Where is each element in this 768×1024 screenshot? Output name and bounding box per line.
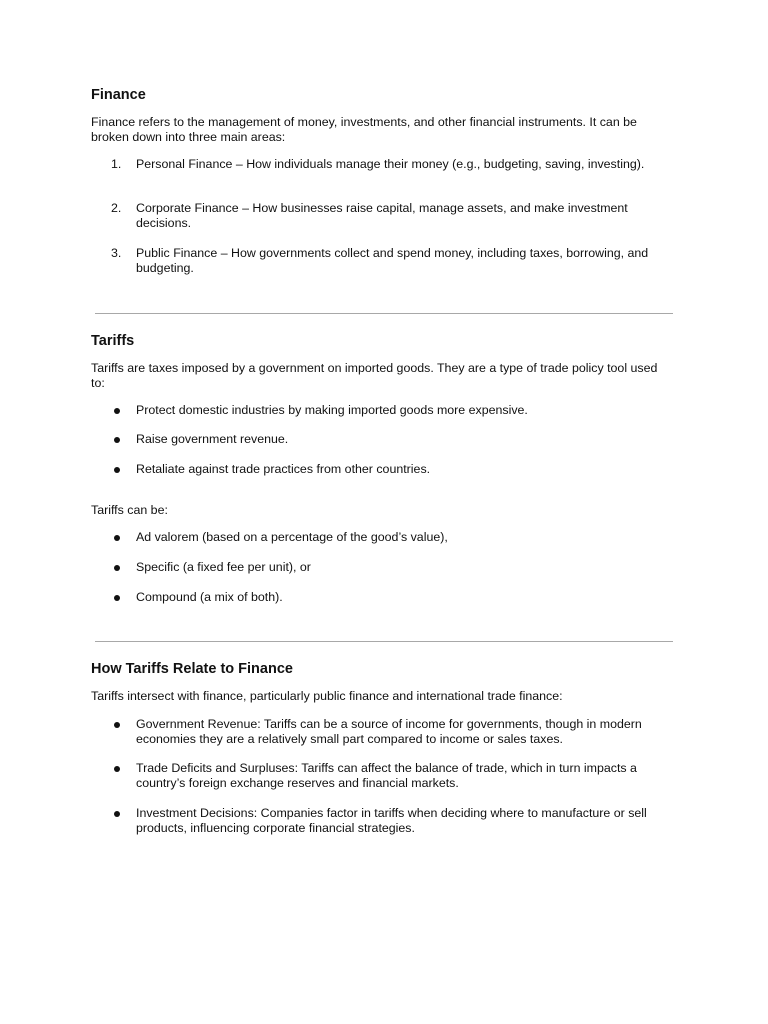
tariffs-use-text: Protect domestic industries by making imported goods more expensive. [136,403,528,417]
tariffs-intro: Tariffs are taxes imposed by a government on imported goods. They are a type of trade policy tool used to: [91,361,658,390]
tariffs-use-item [91,462,671,477]
tariffs-types-intro: Tariffs can be: [91,503,168,517]
list-number: 3. [111,246,122,260]
bullet-icon [114,467,120,473]
relation-item-text: Government Revenue: Tariffs can be a source of income for governments, though in modern economies they are a relatively small part compared to income or sales taxes. [136,717,642,746]
relation-item-text: Investment Decisions: Companies factor in tariffs when deciding where to manufacture or sell products, influencing corporate financial strategies. [136,806,647,835]
tariffs-use-text: Retaliate against trade practices from other countries. [136,462,431,476]
tariffs-type-item [91,590,671,605]
finance-intro: Finance refers to the management of money, investments, and other financial instruments. It can be broken down into three main areas: [91,115,637,144]
section-divider [95,641,673,642]
list-number: 2. [111,201,122,215]
tariffs-heading: Tariffs [91,333,135,349]
tariffs-type-text: Compound (a mix of both). [136,590,283,604]
finance-item-text: Public Finance – How governments collect and spend money, including taxes, borrowing, and budgeting. [136,246,649,275]
relation-list-item [91,717,671,747]
list-number: 1. [111,157,122,171]
bullet-icon [114,565,120,571]
finance-list-item [91,157,671,172]
relation-intro: Tariffs intersect with finance, particularly public finance and international trade finance: [91,689,563,703]
finance-item-text: Corporate Finance – How businesses raise capital, manage assets, and make investment decisions. [136,201,628,230]
tariffs-use-item [91,432,671,447]
relation-item-text: Trade Deficits and Surpluses: Tariffs can affect the balance of trade, which in turn impacts a country’s foreign exchange reserves and financial markets. [136,761,637,790]
finance-item-text: Personal Finance – How individuals manage their money (e.g., budgeting, saving, investing). [136,157,645,171]
tariffs-type-item [91,530,671,545]
bullet-icon [114,722,120,728]
bullet-icon [114,535,120,541]
tariffs-use-item [91,403,671,418]
tariffs-type-item [91,560,671,575]
finance-list-item [91,201,671,231]
tariffs-type-text: Specific (a fixed fee per unit), or [136,560,311,574]
section-divider [95,313,673,314]
bullet-icon [114,437,120,443]
tariffs-use-text: Raise government revenue. [136,432,289,446]
bullet-icon [114,766,120,772]
relation-heading: How Tariffs Relate to Finance [91,661,293,677]
relation-list-item [91,806,671,836]
finance-heading: Finance [91,87,146,103]
bullet-icon [114,408,120,414]
bullet-icon [114,595,120,601]
finance-list-item [91,246,671,276]
tariffs-type-text: Ad valorem (based on a percentage of the good’s value), [136,530,448,544]
bullet-icon [114,811,120,817]
relation-list-item [91,761,671,791]
